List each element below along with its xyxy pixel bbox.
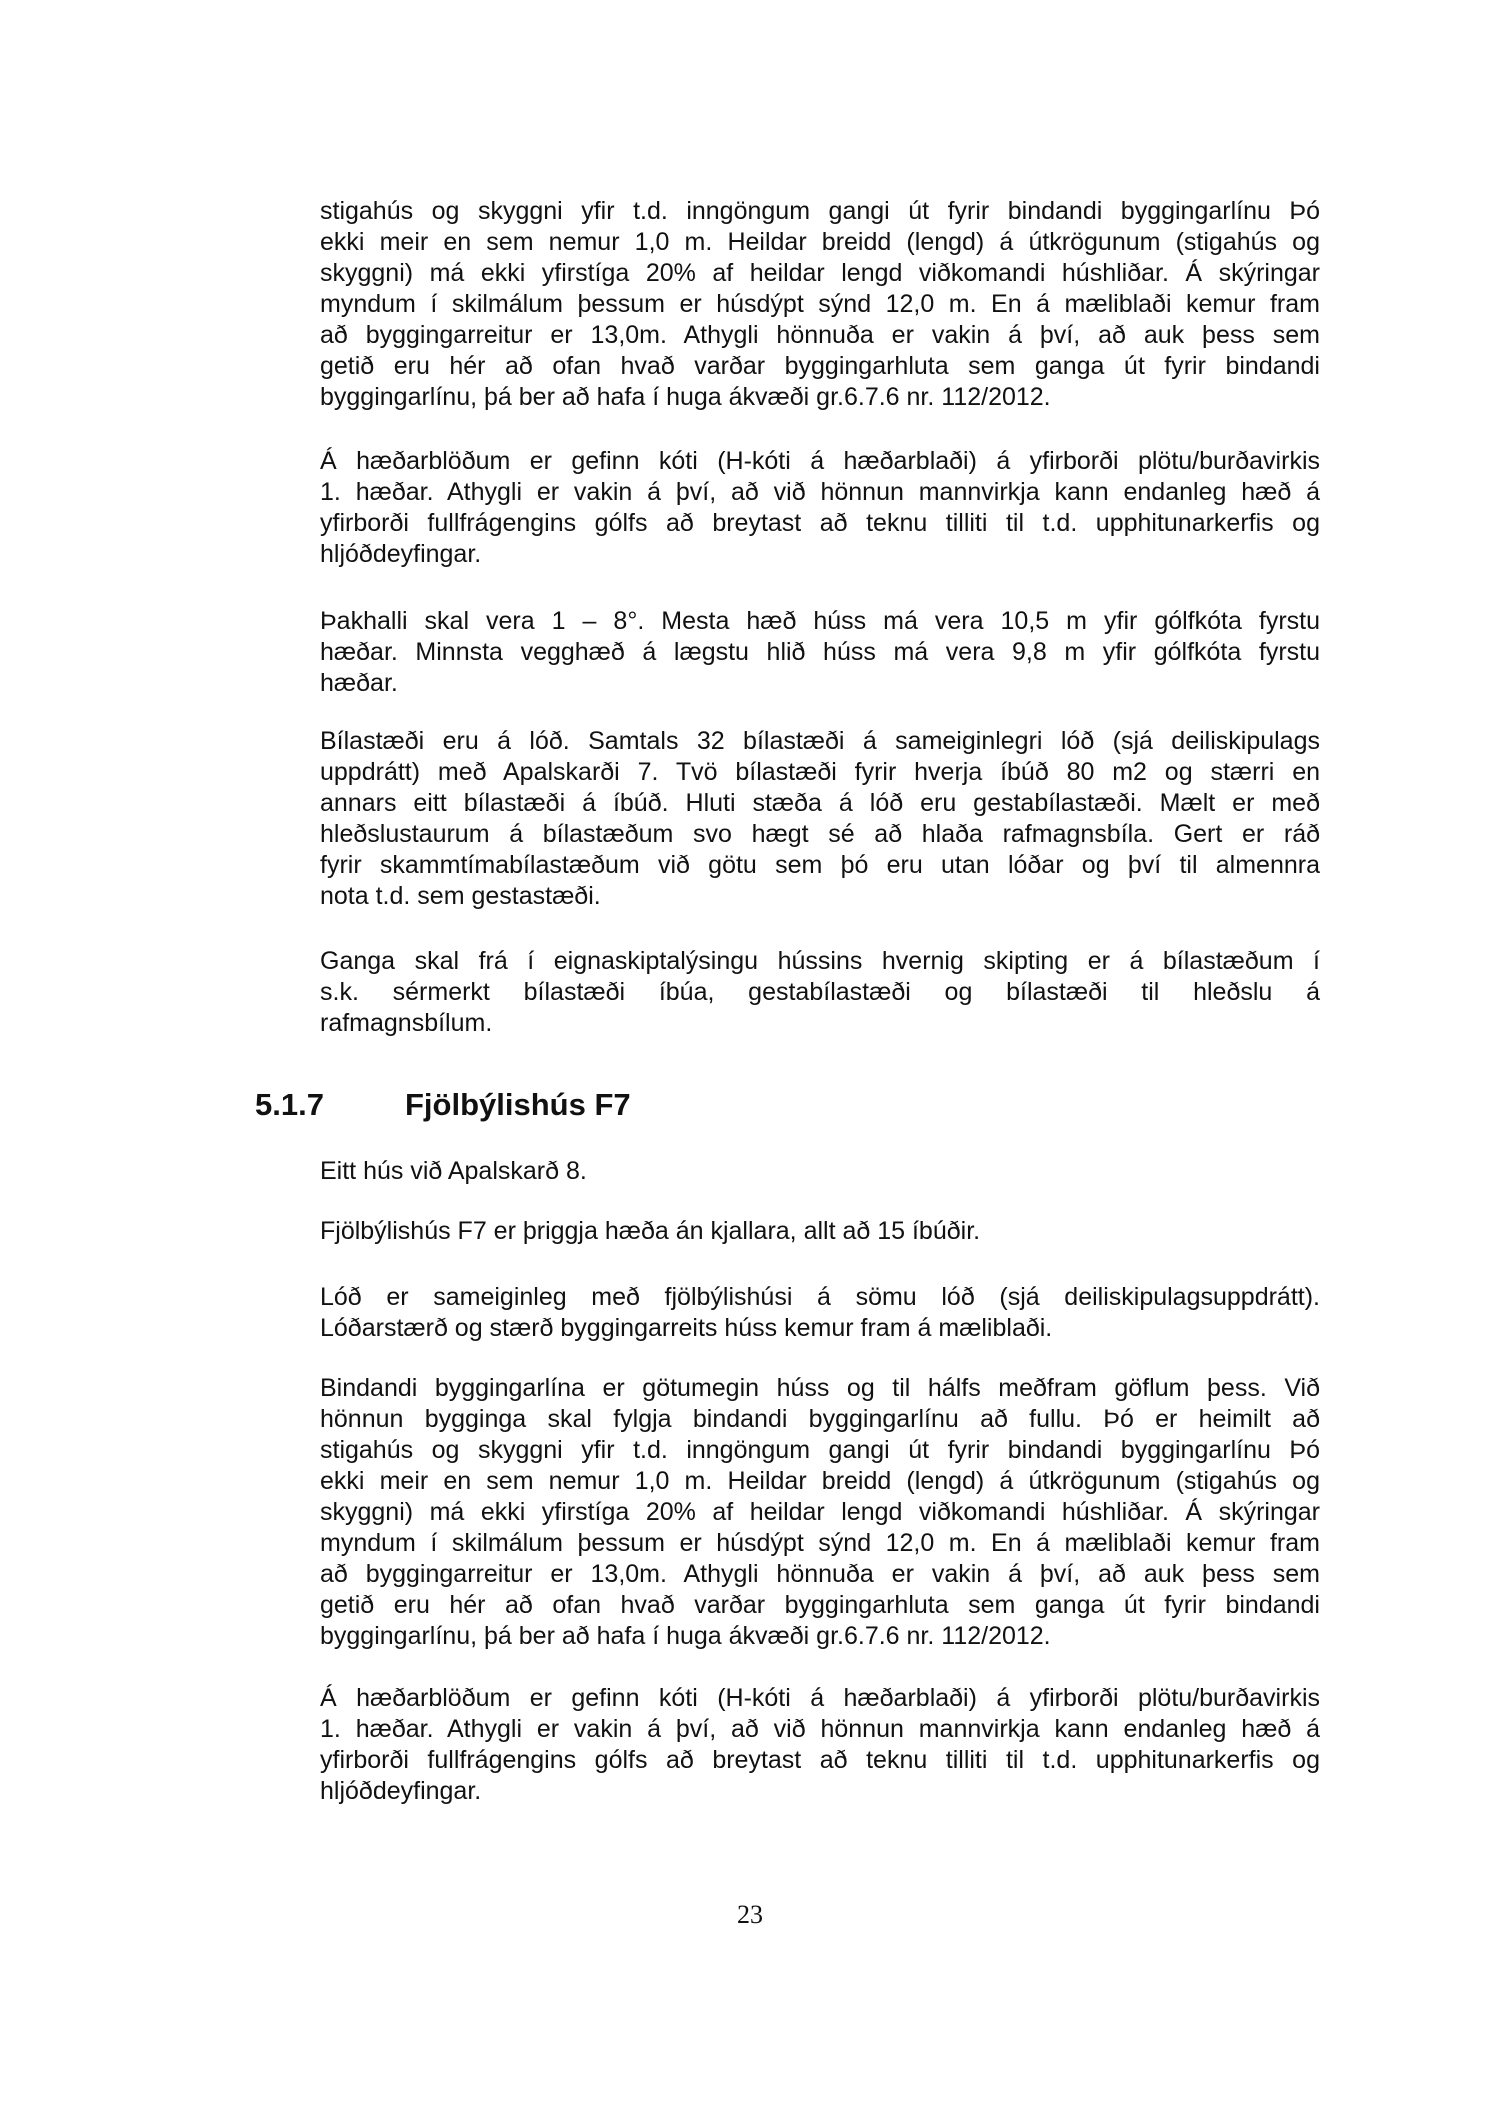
paragraph-setbacks-continued — [320, 196, 1320, 413]
text-line: getið eru hér að ofan hvað varðar byggingarhluta sem ganga út fyrir bindandi — [320, 352, 1320, 380]
page-number: 23 — [737, 1900, 763, 1929]
paragraph-ownership-division — [320, 946, 1320, 1039]
text-line: 1. hæðar. Athygli er vakin á því, að við hönnun mannvirkja kann endanleg hæð á — [320, 478, 1320, 506]
text-line: fyrir skammtímabílastæðum við götu sem þó eru utan lóðar og því til almennra — [320, 851, 1320, 879]
text-line: stigahús og skyggni yfir t.d. inngöngum gangi út fyrir bindandi byggingarlínu Þó — [320, 197, 1320, 225]
text-line: skyggni) má ekki yfirstíga 20% af heildar lengd viðkomandi húshliðar. Á skýringar — [320, 259, 1320, 287]
text-line: Þakhalli skal vera 1 – 8°. Mesta hæð húss má vera 10,5 m yfir gólfkóta fyrstu — [320, 607, 1320, 635]
text-line: myndum í skilmálum þessum er húsdýpt sýnd 12,0 m. En á mæliblaði kemur fram — [320, 1529, 1320, 1557]
text-line: Bindandi byggingarlína er götumegin húss og til hálfs meðfram göflum þess. Við — [320, 1374, 1320, 1402]
paragraph-elevation-sheets — [320, 446, 1320, 570]
text-line: Eitt hús við Apalskarð 8. — [320, 1157, 587, 1185]
text-line: Ganga skal frá í eignaskiptalýsingu hússins hvernig skipting er á bílastæðum í — [320, 947, 1320, 975]
text-line: byggingarlínu, þá ber að hafa í huga ákvæði gr.6.7.6 nr. 112/2012. — [320, 383, 1051, 411]
text-line: rafmagnsbílum. — [320, 1009, 493, 1037]
text-line: Á hæðarblöðum er gefinn kóti (H-kóti á hæðarblaði) á yfirborði plötu/burðavirkis — [320, 447, 1320, 475]
paragraph-binding-building-line — [320, 1373, 1320, 1652]
section-heading — [255, 1085, 631, 1125]
text-line: yfirborði fullfrágengins gólfs að breytast að teknu tilliti til t.d. upphitunarkerfis og — [320, 1746, 1320, 1774]
text-line: að byggingarreitur er 13,0m. Athygli hönnuða er vakin á því, að auk þess sem — [320, 321, 1320, 349]
text-line: annars eitt bílastæði á íbúð. Hluti stæða á lóð eru gestabílastæði. Mælt er með — [320, 789, 1320, 817]
section-title: Fjölbýlishús F7 — [405, 1087, 631, 1122]
text-line: hleðslustaurum á bílastæðum svo hægt sé að hlaða rafmagnsbíla. Gert er ráð — [320, 820, 1320, 848]
text-line: hæðar. Minnsta vegghæð á lægstu hlið húss má vera 9,8 m yfir gólfkóta fyrstu — [320, 638, 1320, 666]
text-line: hönnun bygginga skal fylgja bindandi byggingarlínu að fullu. Þó er heimilt að — [320, 1405, 1320, 1433]
text-line: skyggni) má ekki yfirstíga 20% af heildar lengd viðkomandi húshliðar. Á skýringar — [320, 1498, 1320, 1526]
paragraph-elevation-sheets-f7 — [320, 1683, 1320, 1807]
text-line: hæðar. — [320, 669, 398, 697]
text-line: yfirborði fullfrágengins gólfs að breytast að teknu tilliti til t.d. upphitunarkerfis og — [320, 509, 1320, 537]
text-line: Bílastæði eru á lóð. Samtals 32 bílastæði á sameiginlegri lóð (sjá deiliskipulags — [320, 727, 1320, 755]
text-line: nota t.d. sem gestastæði. — [320, 882, 601, 910]
text-line: Lóð er sameiginleg með fjölbýlishúsi á sömu lóð (sjá deiliskipulagsuppdrátt). — [320, 1283, 1320, 1311]
text-line: getið eru hér að ofan hvað varðar byggingarhluta sem ganga út fyrir bindandi — [320, 1591, 1320, 1619]
text-line: hljóðdeyfingar. — [320, 1777, 482, 1805]
text-line: 1. hæðar. Athygli er vakin á því, að við hönnun mannvirkja kann endanleg hæð á — [320, 1715, 1320, 1743]
text-line: byggingarlínu, þá ber að hafa í huga ákvæði gr.6.7.6 nr. 112/2012. — [320, 1622, 1051, 1650]
text-line: ekki meir en sem nemur 1,0 m. Heildar breidd (lengd) á útkrögunum (stigahús og — [320, 228, 1320, 256]
paragraph-roof-pitch — [320, 606, 1320, 699]
section-number: 5.1.7 — [255, 1087, 324, 1122]
text-line: ekki meir en sem nemur 1,0 m. Heildar breidd (lengd) á útkrögunum (stigahús og — [320, 1467, 1320, 1495]
text-line: uppdrátt) með Apalskarði 7. Tvö bílastæði fyrir hverja íbúð 80 m2 og stærri en — [320, 758, 1320, 786]
paragraph-one-house — [320, 1156, 1320, 1187]
text-line: stigahús og skyggni yfir t.d. inngöngum gangi út fyrir bindandi byggingarlínu Þó — [320, 1436, 1320, 1464]
text-line: Fjölbýlishús F7 er þriggja hæða án kjallara, allt að 15 íbúðir. — [320, 1217, 981, 1245]
paragraph-shared-lot — [320, 1282, 1320, 1344]
text-line: hljóðdeyfingar. — [320, 540, 482, 568]
paragraph-building-description — [320, 1216, 1320, 1247]
text-line: myndum í skilmálum þessum er húsdýpt sýnd 12,0 m. En á mæliblaði kemur fram — [320, 290, 1320, 318]
text-line: að byggingarreitur er 13,0m. Athygli hönnuða er vakin á því, að auk þess sem — [320, 1560, 1320, 1588]
text-line: Lóðarstærð og stærð byggingarreits húss kemur fram á mæliblaði. — [320, 1314, 1053, 1342]
text-line: Á hæðarblöðum er gefinn kóti (H-kóti á hæðarblaði) á yfirborði plötu/burðavirkis — [320, 1684, 1320, 1712]
text-line: s.k. sérmerkt bílastæði íbúa, gestabílastæði og bílastæði til hleðslu á — [320, 978, 1320, 1006]
paragraph-parking — [320, 726, 1320, 912]
